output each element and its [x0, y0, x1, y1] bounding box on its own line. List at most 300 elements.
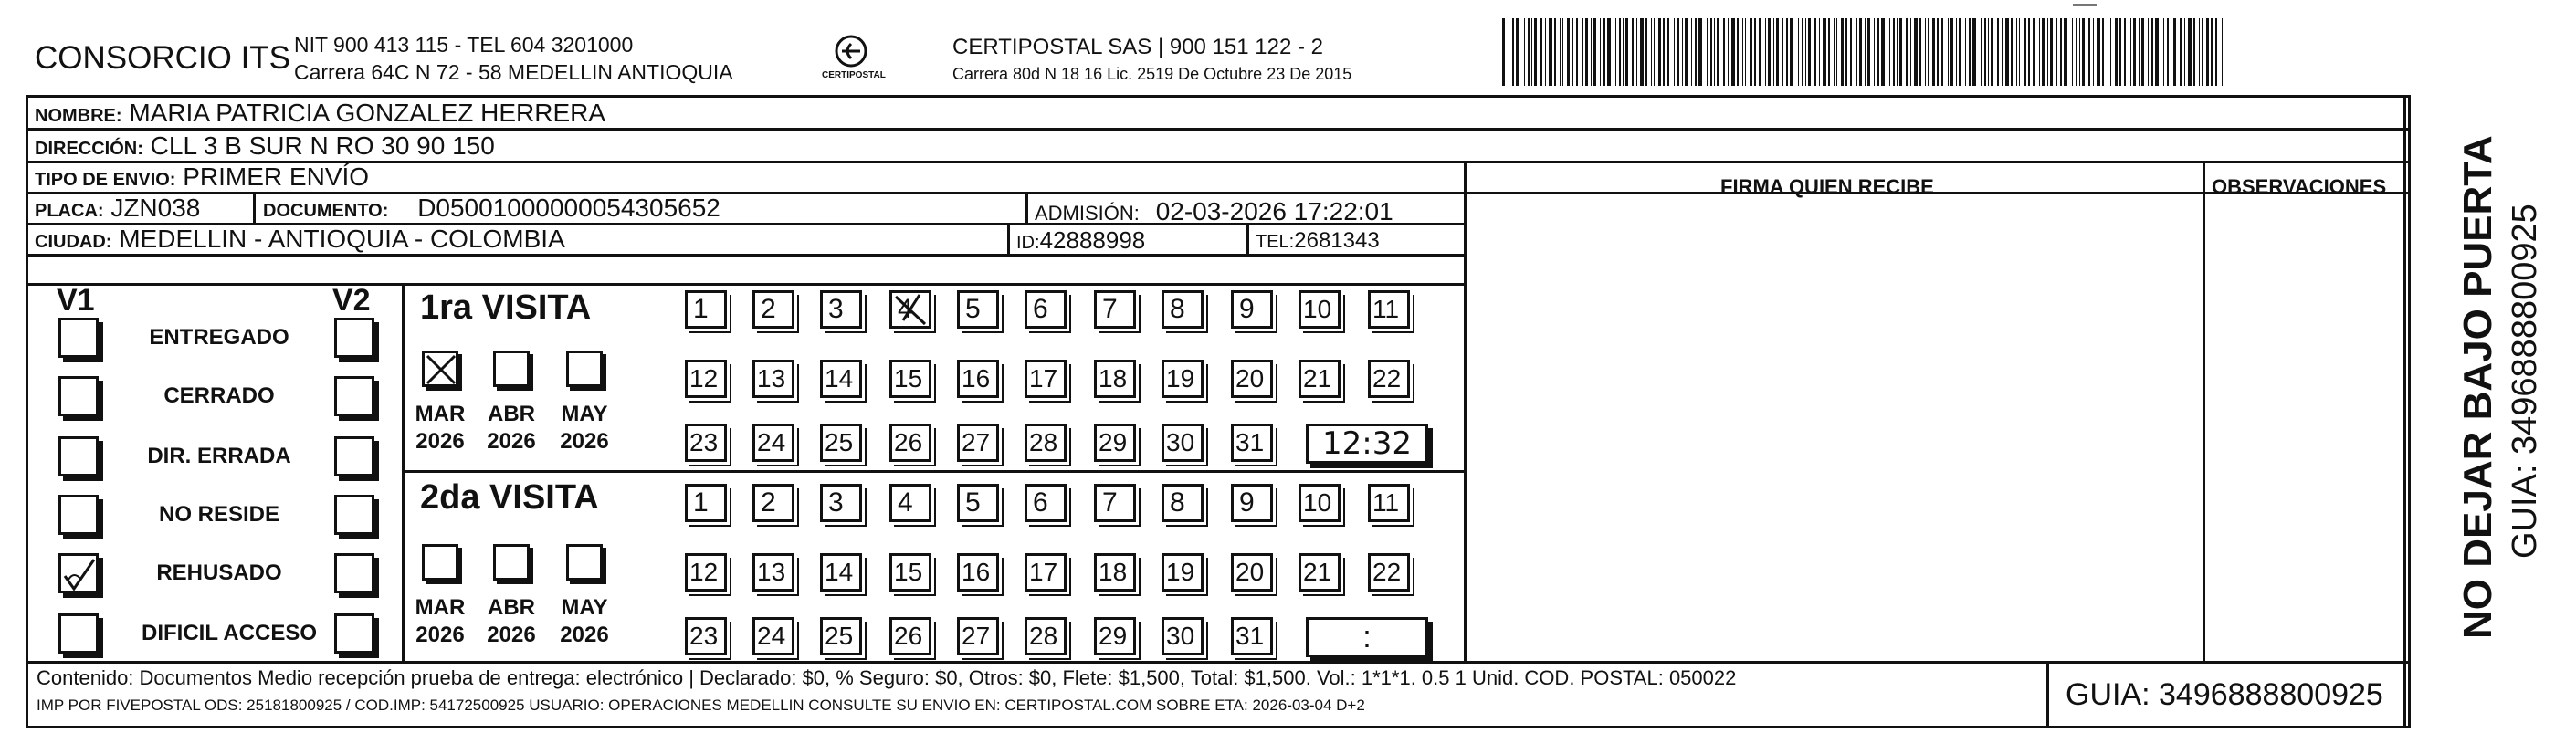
nombre-row	[35, 100, 605, 126]
barcode-bar	[2019, 18, 2020, 86]
day-number: 16	[962, 558, 991, 586]
barcode-bar	[1776, 18, 1779, 86]
day-number: 3	[828, 294, 844, 324]
day-number: 28	[1029, 428, 1058, 456]
tel-cell	[1256, 230, 1380, 252]
visit2-month-checkbox[interactable]	[422, 544, 458, 581]
barcode-bar	[1745, 18, 1746, 86]
visit1-day-box[interactable]	[957, 360, 999, 398]
barcode-bar	[1889, 18, 1890, 86]
barcode-bar	[1663, 18, 1665, 86]
day-number: 7	[1102, 294, 1118, 324]
barcode-bar	[2011, 18, 2013, 86]
barcode-bar	[1667, 18, 1669, 86]
visit1-day-box[interactable]	[1231, 424, 1273, 462]
visit2-day-box[interactable]	[752, 484, 794, 522]
visit1-title: 1ra VISITA	[420, 288, 592, 327]
day-number: 30	[1166, 622, 1195, 650]
barcode-bar	[2002, 18, 2003, 86]
visit2-day-box[interactable]	[1368, 553, 1410, 592]
rule	[2046, 661, 2049, 728]
barcode-bar	[2163, 18, 2164, 86]
status-v2-checkbox[interactable]	[334, 376, 374, 416]
visit1-day-box[interactable]	[1094, 424, 1136, 462]
barcode-bar	[1636, 18, 1637, 86]
barcode-bar	[1893, 18, 1895, 86]
barcode-bar	[2110, 18, 2111, 86]
tipo-row	[35, 164, 369, 190]
visit1-day-box[interactable]	[752, 360, 794, 398]
barcode-bar	[1685, 18, 1688, 86]
admision-label: ADMISIÓN:	[1035, 202, 1140, 225]
visit2-day-box[interactable]	[889, 484, 931, 522]
status-v2-checkbox[interactable]	[334, 613, 374, 654]
barcode-bar	[1906, 18, 1908, 86]
barcode-bar	[2005, 18, 2009, 86]
visit1-month-checkbox[interactable]	[422, 351, 458, 387]
barcode-bar	[1897, 18, 1898, 86]
visit2-day-box[interactable]	[957, 553, 999, 592]
barcode-bar	[2047, 18, 2048, 86]
documento-label: DOCUMENTO:	[263, 201, 389, 221]
barcode-bar	[2097, 18, 2100, 86]
status-v2-checkbox[interactable]	[334, 436, 374, 476]
barcode-bar	[1516, 18, 1519, 86]
barcode-bar	[2024, 18, 2026, 86]
day-number: 9	[1239, 294, 1255, 324]
barcode-bar	[1710, 18, 1712, 86]
visit2-day-box[interactable]	[685, 617, 727, 655]
barcode-bar	[2115, 18, 2118, 86]
visit1-day-box[interactable]	[957, 424, 999, 462]
barcode-bar	[1937, 18, 1939, 86]
barcode-bar	[1645, 18, 1647, 86]
visit2-day-box[interactable]	[1231, 484, 1273, 522]
barcode-bar	[2082, 18, 2085, 86]
barcode-bar	[1808, 18, 1811, 86]
day-number: 10	[1303, 488, 1332, 517]
day-number: 18	[1099, 558, 1128, 586]
barcode-bar	[1651, 18, 1652, 86]
status-label: DIFICIL ACCESO	[142, 621, 318, 645]
visit1-day-box[interactable]	[1368, 360, 1410, 398]
placa-cell	[35, 195, 200, 221]
visit1-month-label: MAY	[561, 402, 608, 426]
status-v1-checkbox[interactable]	[58, 376, 99, 416]
visit1-day-box[interactable]	[1299, 290, 1341, 329]
visit1-day-box[interactable]	[889, 290, 931, 329]
x-mark-icon	[425, 353, 457, 386]
barcode-bar	[1798, 18, 1799, 86]
barcode-bar	[1502, 18, 1505, 86]
barcode-bar	[1737, 18, 1739, 86]
visit2-day-box[interactable]	[1299, 484, 1341, 522]
visit2-day-box[interactable]	[685, 484, 727, 522]
visit2-day-box[interactable]	[889, 553, 931, 592]
rule	[1025, 194, 1028, 225]
day-number: 26	[894, 428, 923, 456]
status-label: NO RESIDE	[158, 502, 280, 527]
day-number: 21	[1303, 364, 1332, 393]
visit2-year-label: 2026	[560, 623, 609, 647]
barcode-bar	[1682, 18, 1683, 86]
day-number: 11	[1372, 488, 1400, 517]
day-number: 15	[894, 558, 923, 586]
barcode-bar	[1997, 18, 1999, 86]
barcode-bar	[1691, 18, 1692, 86]
visit2-day-box[interactable]	[1231, 553, 1273, 592]
day-number: 14	[825, 558, 854, 586]
status-v1-checkbox[interactable]	[58, 495, 99, 535]
barcode-bar	[1988, 18, 1989, 86]
status-v1-checkbox[interactable]	[58, 436, 99, 476]
barcode-bar	[1754, 18, 1756, 86]
barcode-bar	[2042, 18, 2045, 86]
day-number: 23	[689, 428, 719, 456]
rule	[1464, 162, 1467, 663]
rule	[253, 194, 256, 225]
barcode-bar	[1782, 18, 1783, 86]
rule	[1007, 225, 1010, 256]
admision-value: 02-03-2026 17:22:01	[1155, 197, 1393, 225]
barcode-bar	[1607, 18, 1611, 86]
visit1-year-label: 2026	[487, 429, 536, 454]
visit2-day-box[interactable]	[752, 553, 794, 592]
barcode-bar	[2151, 18, 2153, 86]
visit1-day-box[interactable]	[957, 290, 999, 329]
barcode-bar	[2060, 18, 2062, 86]
barcode-bar	[1959, 18, 1961, 86]
tel-label: TEL:	[1256, 232, 1295, 252]
status-v2-checkbox[interactable]	[334, 495, 374, 535]
company-address: Carrera 64C N 72 - 58 MEDELLIN ANTIOQUIA	[294, 60, 733, 84]
barcode-bar	[2211, 18, 2213, 86]
visit1-day-box[interactable]	[1094, 360, 1136, 398]
barcode-bar	[1728, 18, 1729, 86]
certipostal-logo-text: CERTIPOSTAL	[822, 70, 886, 80]
visit1-day-box[interactable]	[820, 360, 862, 398]
status-v1-checkbox[interactable]	[58, 318, 99, 358]
visit2-day-box[interactable]	[1094, 553, 1136, 592]
form-frame	[26, 95, 2411, 728]
barcode	[1502, 18, 2229, 86]
visit2-title: 2da VISITA	[420, 478, 599, 517]
ciudad-value: MEDELLIN - ANTIOQUIA - COLOMBIA	[119, 225, 565, 253]
visit2-time-box[interactable]	[1306, 617, 1428, 657]
barcode-bar	[1658, 18, 1661, 86]
barcode-bar	[1545, 18, 1546, 86]
day-number: 27	[962, 428, 991, 456]
barcode-bar	[1969, 18, 1971, 86]
barcode-bar	[1786, 18, 1788, 86]
visit2-day-box[interactable]	[1368, 484, 1410, 522]
direccion-value: CLL 3 B SUR N RO 30 90 150	[150, 131, 495, 160]
barcode-bar	[2119, 18, 2121, 86]
check-mark-icon	[61, 556, 98, 592]
visit2-month-label: ABR	[488, 595, 535, 620]
barcode-bar	[1932, 18, 1935, 86]
certipostal-name: CERTIPOSTAL SAS | 900 151 122 - 2	[952, 35, 1323, 59]
visit1-day-box[interactable]	[889, 424, 931, 462]
day-number: 9	[1239, 487, 1255, 518]
barcode-bar	[1632, 18, 1634, 86]
barcode-bar	[1865, 18, 1866, 86]
barcode-bar	[1805, 18, 1806, 86]
day-number: 10	[1303, 295, 1332, 323]
placa-value: JZN038	[110, 194, 201, 222]
visit2-day-box[interactable]	[820, 617, 862, 655]
id-value: 42888998	[1039, 226, 1146, 254]
status-label: DIR. ERRADA	[147, 444, 291, 468]
barcode-bar	[1572, 18, 1573, 86]
barcode-bar	[1554, 18, 1556, 86]
barcode-bar	[1802, 18, 1803, 86]
status-v1-checkbox[interactable]	[58, 613, 99, 654]
barcode-bar	[1731, 18, 1735, 86]
visit1-day-box[interactable]	[1299, 360, 1341, 398]
barcode-bar	[1856, 18, 1857, 86]
barcode-bar	[1723, 18, 1725, 86]
barcode-bar	[1654, 18, 1655, 86]
day-number: 8	[1170, 294, 1185, 324]
visit1-year-label: 2026	[560, 429, 609, 454]
visit2-day-box[interactable]	[820, 553, 862, 592]
barcode-bar	[1640, 18, 1644, 86]
day-number: 26	[894, 622, 923, 650]
visit1-day-box[interactable]	[685, 360, 727, 398]
barcode-bar	[2155, 18, 2159, 86]
day-number: 8	[1170, 487, 1185, 518]
visit1-day-box[interactable]	[1368, 290, 1410, 329]
barcode-bar	[2202, 18, 2203, 86]
status-label: REHUSADO	[156, 560, 282, 585]
barcode-bar	[1948, 18, 1949, 86]
day-number: 31	[1235, 622, 1265, 650]
day-number: 13	[757, 558, 786, 586]
day-number: 25	[825, 622, 854, 650]
rule	[26, 661, 2411, 664]
certipostal-license: Carrera 80d N 18 16 Lic. 2519 De Octubre 23 De 2015	[952, 65, 1352, 83]
barcode-bar	[1972, 18, 1976, 86]
visit2-day-box[interactable]	[1094, 617, 1136, 655]
day-number: 4	[898, 294, 913, 324]
tipo-value: PRIMER ENVÍO	[183, 162, 370, 191]
visit2-day-box[interactable]	[1025, 617, 1067, 655]
company-name: CONSORCIO ITS	[35, 40, 291, 76]
barcode-bar	[2033, 18, 2035, 86]
barcode-bar	[2064, 18, 2067, 86]
visit1-day-box[interactable]	[1162, 290, 1204, 329]
nombre-label: NOMBRE:	[35, 106, 122, 126]
side-warning: NO DEJAR BAJO PUERTA	[2455, 135, 2500, 639]
rule	[26, 128, 2411, 131]
barcode-bar	[2193, 18, 2195, 86]
tel-value: 2681343	[1294, 228, 1380, 253]
barcode-bar	[2173, 18, 2176, 86]
barcode-bar	[2088, 18, 2090, 86]
barcode-bar	[1674, 18, 1675, 86]
visit2-day-box[interactable]	[889, 617, 931, 655]
barcode-bar	[1524, 18, 1525, 86]
visit2-day-box[interactable]	[1162, 553, 1204, 592]
day-number: 23	[689, 622, 719, 650]
barcode-bar	[1549, 18, 1552, 86]
status-label: CERRADO	[163, 383, 275, 408]
visit2-month-label: MAY	[561, 595, 608, 620]
barcode-bar	[1981, 18, 1982, 86]
visit2-day-box[interactable]	[820, 484, 862, 522]
day-number: 4	[898, 487, 913, 518]
visit1-day-box[interactable]	[752, 424, 794, 462]
day-number: 5	[965, 294, 981, 324]
barcode-bar	[2133, 18, 2136, 86]
visit1-day-box[interactable]	[889, 360, 931, 398]
barcode-bar	[2148, 18, 2149, 86]
barcode-bar	[2050, 18, 2053, 86]
status-v2-checkbox[interactable]	[334, 318, 374, 358]
status-label: ENTREGADO	[149, 325, 289, 350]
day-number: 18	[1099, 364, 1128, 393]
visit1-time-box[interactable]	[1306, 424, 1428, 464]
barcode-bar	[1950, 18, 1953, 86]
barcode-bar	[1562, 18, 1563, 86]
barcode-bar	[1759, 18, 1761, 86]
visit2-day-box[interactable]	[1025, 553, 1067, 592]
visit2-month-checkbox[interactable]	[493, 544, 530, 581]
ciudad-cell	[35, 226, 565, 252]
day-number: 15	[894, 364, 923, 393]
visit2-day-box[interactable]	[1162, 484, 1204, 522]
visit2-day-box[interactable]	[1231, 617, 1273, 655]
visit1-day-box[interactable]	[1162, 424, 1204, 462]
id-cell	[1016, 228, 1145, 252]
visit1-day-box[interactable]	[685, 424, 727, 462]
visit2-year-label: 2026	[487, 623, 536, 647]
barcode-bar	[1768, 18, 1771, 86]
visit1-day-box[interactable]	[1162, 360, 1204, 398]
barcode-bar	[2139, 18, 2140, 86]
barcode-bar	[1834, 18, 1835, 86]
visit1-day-box[interactable]	[1231, 290, 1273, 329]
day-number: 17	[1029, 558, 1058, 586]
day-number: 14	[825, 364, 854, 393]
day-number: 7	[1102, 487, 1118, 518]
barcode-bar	[2028, 18, 2030, 86]
visit2-day-box[interactable]	[1162, 617, 1204, 655]
barcode-bar	[1914, 18, 1918, 86]
day-number: 2	[761, 487, 776, 518]
day-number: 24	[757, 428, 786, 456]
visit2-time-value: :	[1362, 620, 1372, 655]
barcode-bar	[2072, 18, 2073, 86]
barcode-bar	[2130, 18, 2131, 86]
tipo-label: TIPO DE ENVIO:	[35, 170, 176, 190]
barcode-bar	[1910, 18, 1911, 86]
day-number: 20	[1235, 364, 1265, 393]
visit1-day-box[interactable]	[1094, 290, 1136, 329]
firma-header: FIRMA QUIEN RECIBE	[1720, 175, 1934, 198]
visit2-day-box[interactable]	[957, 617, 999, 655]
barcode-bar	[1615, 18, 1616, 86]
visit1-day-box[interactable]	[752, 290, 794, 329]
admision-cell	[1035, 199, 1393, 225]
documento-value: D05001000000054305652	[417, 194, 720, 222]
barcode-bar	[1823, 18, 1826, 86]
barcode-bar	[1695, 18, 1697, 86]
barcode-bar	[1534, 18, 1537, 86]
barcode-bar	[1623, 18, 1624, 86]
barcode-bar	[1773, 18, 1774, 86]
visit1-day-box[interactable]	[1231, 360, 1273, 398]
visit1-day-box[interactable]	[685, 290, 727, 329]
day-number: 19	[1166, 364, 1195, 393]
barcode-bar	[1750, 18, 1752, 86]
rule	[26, 192, 2411, 194]
barcode-bar	[1874, 18, 1875, 86]
barcode-bar	[1919, 18, 1921, 86]
barcode-bar	[1881, 18, 1885, 86]
visit2-day-box[interactable]	[752, 617, 794, 655]
barcode-bar	[1619, 18, 1621, 86]
day-number: 22	[1372, 558, 1402, 586]
status-v2-checkbox[interactable]	[334, 553, 374, 593]
visit1-day-box[interactable]	[1025, 424, 1067, 462]
status-v1-checkbox[interactable]	[58, 553, 99, 593]
observaciones-header: OBSERVACIONES	[2212, 175, 2387, 198]
barcode-bar	[1576, 18, 1578, 86]
barcode-bar	[2215, 18, 2217, 86]
barcode-bar	[1717, 18, 1719, 86]
barcode-bar	[1698, 18, 1702, 86]
day-number: 17	[1029, 364, 1058, 393]
rule	[2203, 162, 2205, 663]
visit1-day-box[interactable]	[1025, 290, 1067, 329]
barcode-bar	[1899, 18, 1902, 86]
barcode-bar	[2184, 18, 2185, 86]
company-nit-tel: NIT 900 413 115 - TEL 604 3201000	[294, 33, 634, 57]
barcode-bar	[1877, 18, 1879, 86]
visit2-month-label: MAR	[415, 595, 466, 620]
visit1-month-checkbox[interactable]	[566, 351, 603, 387]
visit2-day-box[interactable]	[685, 553, 727, 592]
barcode-bar	[1956, 18, 1957, 86]
day-number: 6	[1033, 487, 1048, 518]
day-number: 13	[757, 364, 786, 393]
visit1-day-box[interactable]	[820, 290, 862, 329]
visit1-day-box[interactable]	[1025, 360, 1067, 398]
visit2-month-checkbox[interactable]	[566, 544, 603, 581]
barcode-bar	[2079, 18, 2080, 86]
placa-label: PLACA:	[35, 201, 104, 221]
day-number: 24	[757, 622, 786, 650]
day-number: 12	[689, 364, 719, 393]
visit2-day-box[interactable]	[1094, 484, 1136, 522]
visit2-day-box[interactable]	[1299, 553, 1341, 592]
visit2-day-box[interactable]	[1025, 484, 1067, 522]
barcode-bar	[2206, 18, 2209, 86]
visit1-month-label: ABR	[488, 402, 535, 426]
barcode-bar	[2124, 18, 2126, 86]
visit1-month-checkbox[interactable]	[493, 351, 530, 387]
day-number: 20	[1235, 558, 1265, 586]
barcode-bar	[1600, 18, 1601, 86]
barcode-bar	[2180, 18, 2182, 86]
visit1-day-box[interactable]	[820, 424, 862, 462]
visit2-day-box[interactable]	[957, 484, 999, 522]
barcode-bar	[1836, 18, 1837, 86]
barcode-bar	[1941, 18, 1943, 86]
visit2-year-label: 2026	[415, 623, 465, 647]
